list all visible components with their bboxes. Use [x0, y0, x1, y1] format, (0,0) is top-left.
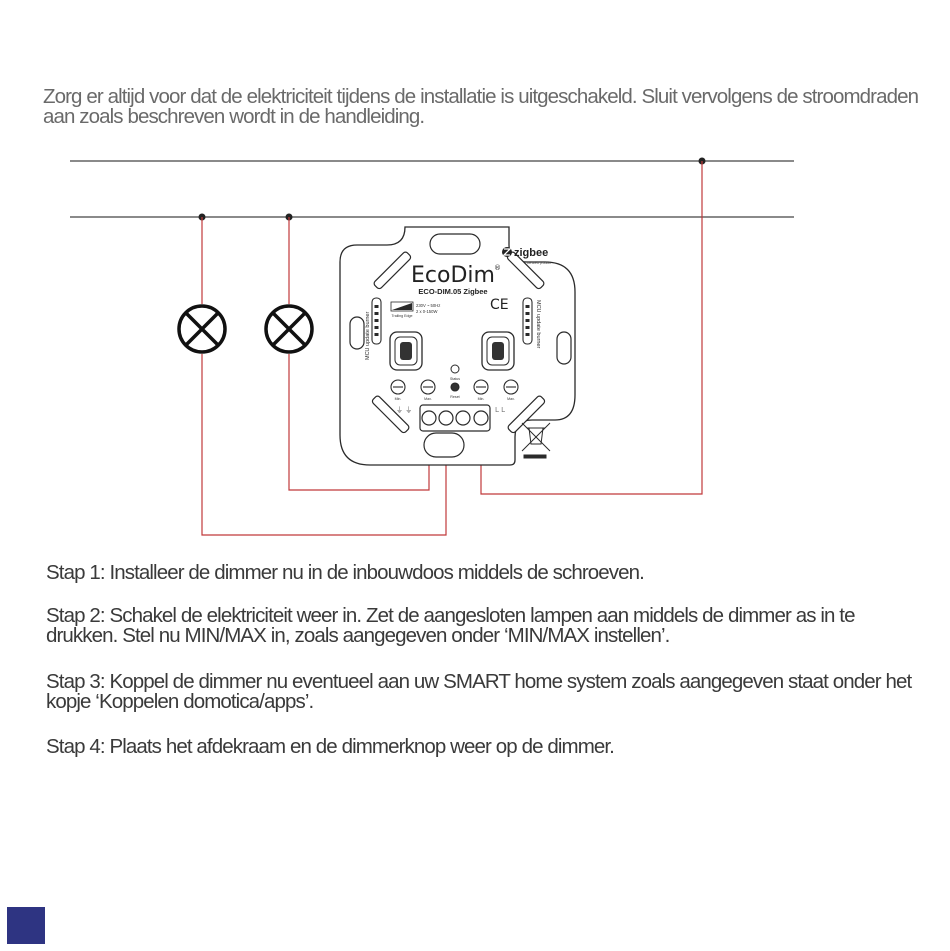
- terminal-label-right: L L: [495, 406, 506, 414]
- lamp-icon: [179, 306, 225, 352]
- dimmer-shaft-icon: [390, 332, 422, 370]
- status-led-icon: [451, 365, 459, 373]
- rating-line-1: 230V ~ 50Hz: [416, 303, 441, 308]
- zigbee-certified: certified product: [526, 261, 552, 265]
- brand-registered-mark: ®: [494, 264, 501, 272]
- terminal-screw-icon: [422, 411, 436, 425]
- reset-button-icon: [451, 383, 459, 391]
- trailing-edge-label: Trailing Edge: [391, 314, 413, 318]
- terminal-screw-icon: [456, 411, 470, 425]
- weee-bin-icon: [522, 423, 550, 458]
- status-led-label: Status: [450, 377, 460, 381]
- brand-logo: EcoDim: [411, 263, 495, 288]
- mcu-label: MCU update burner: [535, 300, 541, 349]
- step-2: Stap 2: Schakel de elektriciteit weer in. Zet de aangesloten lampen aan middels de dimmer as in te drukken. Stel nu MIN/MAX in, zoals aangegeven onder ‘MIN/MAX instellen’.: [46, 604, 855, 647]
- terminal-screw-icon: [474, 411, 488, 425]
- knob-label-min-1: Min.: [394, 397, 402, 401]
- terminal-label-left: ⏚ ⏚: [396, 406, 413, 414]
- knob-label-min-2: Min.: [477, 397, 485, 401]
- model-label: ECO-DIM.05 Zigbee: [418, 287, 488, 296]
- knob-label-reset: Reset: [450, 395, 460, 399]
- rating-line-2: 2 x 0-150W: [416, 309, 438, 314]
- wiring-diagram: [0, 140, 950, 560]
- step-1: Stap 1: Installeer de dimmer nu in de inbouwdoos middels de schroeven.: [46, 561, 644, 584]
- dimmer-shaft-icon: [482, 332, 514, 370]
- zigbee-logo: zigbee: [514, 247, 549, 259]
- page-corner-marker: [7, 907, 45, 944]
- lamp-icon: [266, 306, 312, 352]
- intro-text: Zorg er altijd voor dat de elektriciteit tijdens de installatie is uitgeschakeld. Sluit vervolgens de stroomdraden aan zoals beschreven wordt in de handleiding.: [43, 85, 919, 128]
- step-3: Stap 3: Koppel de dimmer nu eventueel aan uw SMART home system zoals aangegeven staat onder het kopje ‘Koppelen domotica/apps’.: [46, 670, 912, 713]
- knob-label-max-1: Max.: [424, 397, 432, 401]
- terminal-screw-icon: [439, 411, 453, 425]
- dimmer-module: [340, 227, 575, 465]
- ce-mark: CE: [490, 297, 509, 313]
- mcu-label: MCU update burner: [365, 311, 371, 360]
- step-4: Stap 4: Plaats het afdekraam en de dimmerknop weer op de dimmer.: [46, 735, 614, 758]
- knob-label-max-2: Max.: [507, 397, 515, 401]
